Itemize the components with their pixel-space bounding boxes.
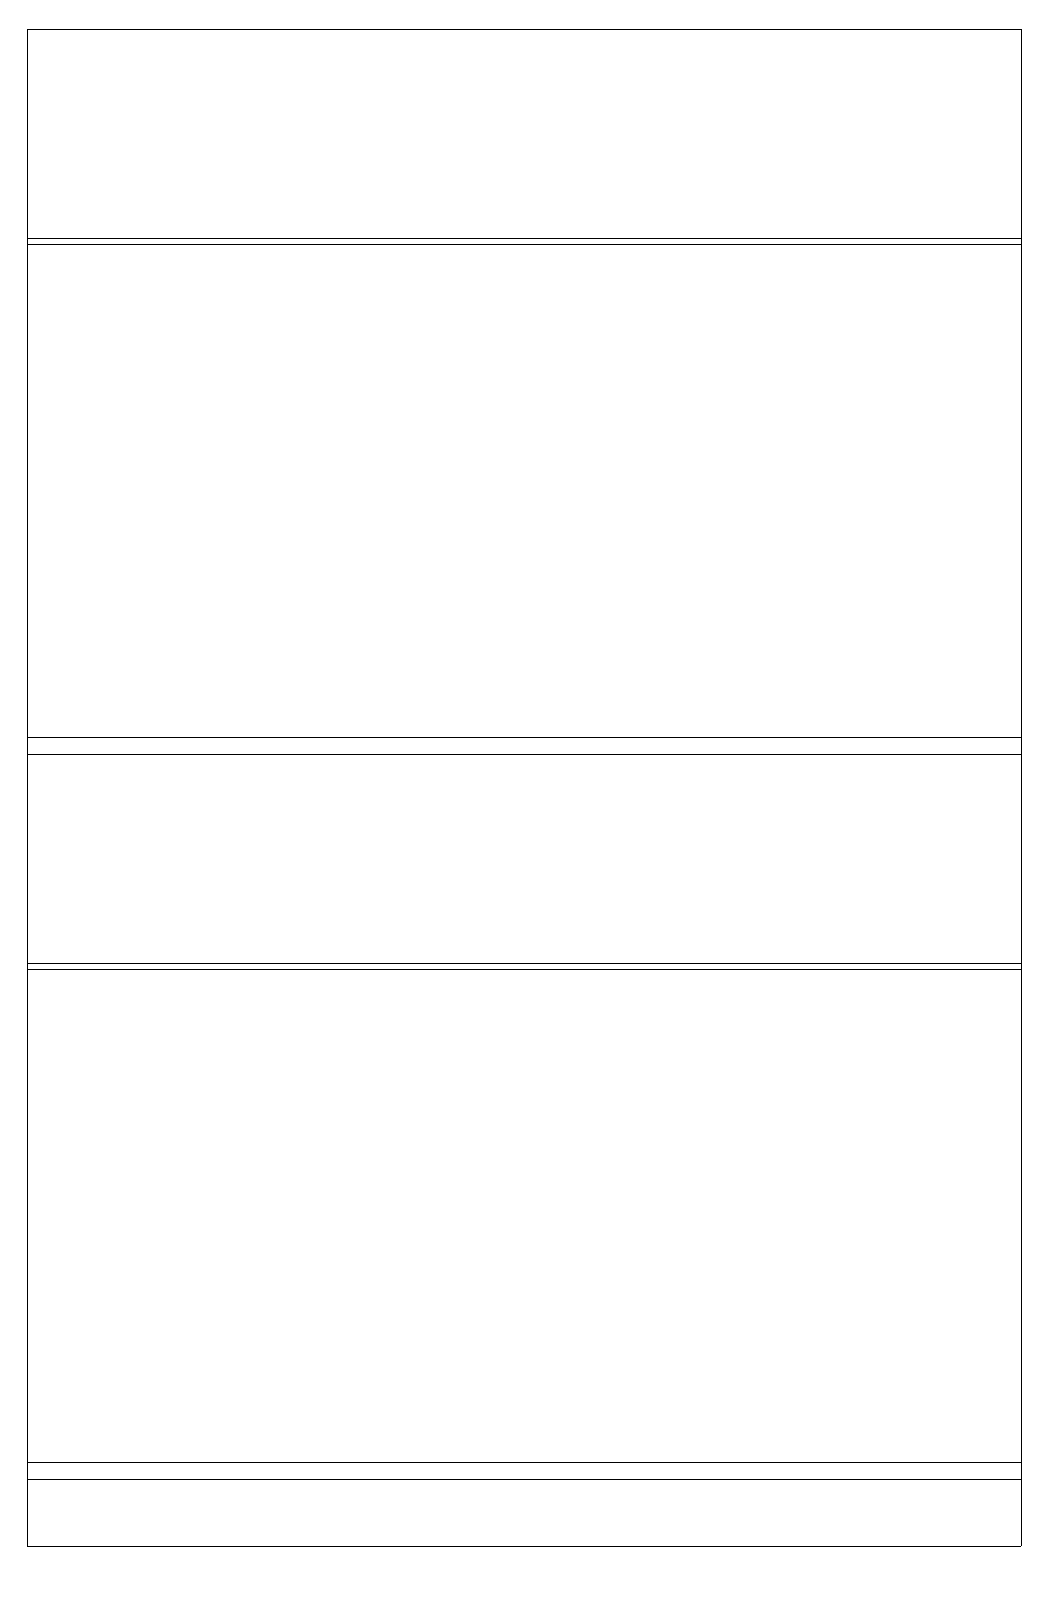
h-rule	[27, 963, 1021, 964]
h-rule	[27, 244, 1021, 245]
h-rule	[27, 238, 1021, 239]
h-rule	[27, 1479, 1021, 1480]
h-rule	[27, 969, 1021, 970]
v-rule	[1021, 29, 1022, 1546]
h-rule	[27, 754, 1021, 755]
v-rule	[27, 29, 28, 1546]
h-rule	[27, 1546, 1021, 1547]
h-rule	[27, 1462, 1021, 1463]
h-rule	[27, 737, 1021, 738]
h-rule	[27, 29, 1021, 30]
